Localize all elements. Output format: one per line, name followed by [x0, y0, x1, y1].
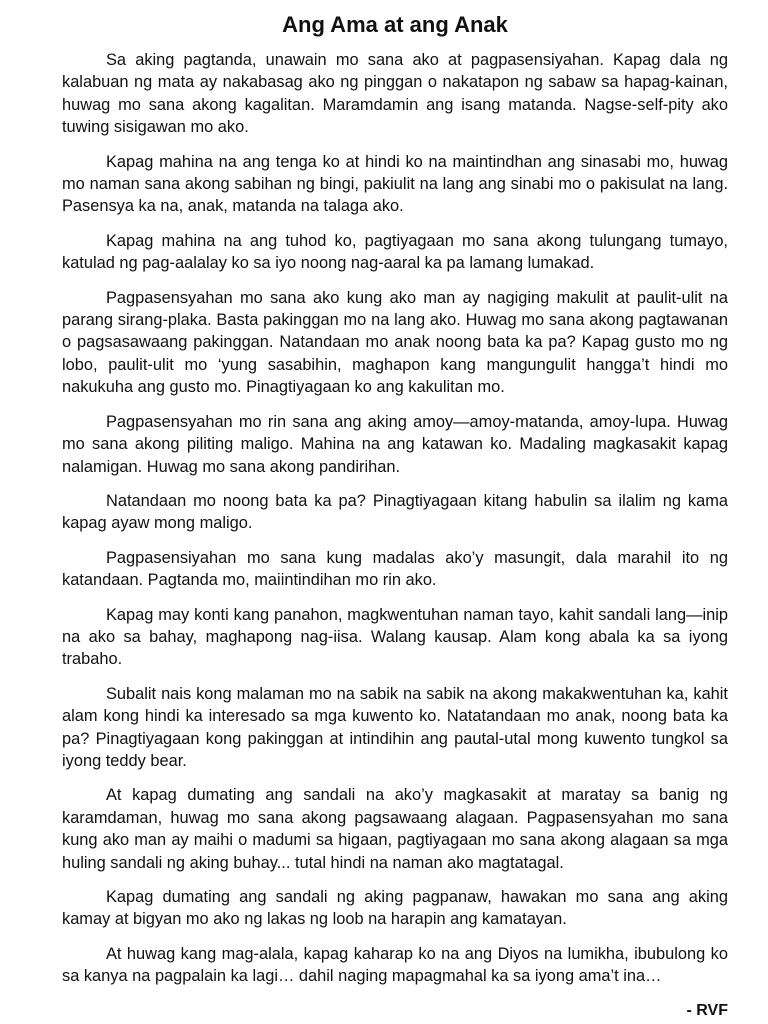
paragraph: Kapag dumating ang sandali ng aking pagpanaw, hawakan mo sana ang aking kamay at bigyan mo ako ng lakas ng loob na harapin ang kamatayan. [62, 888, 728, 929]
paragraph: Pagpasensyahan mo sana ako kung ako man ay nagiging makulit at paulit-ulit na parang sirang-plaka. Basta pakinggan mo na lang ako. Huwag mo sana akong pagtawanan o pagsasawaang pakinggan. Natandaan mo anak noong bata ka pa? Kapag gusto mo ng lobo, paulit-ulit mo ‘yung sasabihin, maghapon kang mangungulit hangga’t hindi mo nakukuha ang gusto mo. Pinagtiyagaan ko ang kakulitan mo. [62, 288, 728, 397]
paragraph: Pagpasensyahan mo rin sana ang aking amoy—amoy-matanda, amoy-lupa. Huwag mo sana akong piliting maligo. Mahina na ang katawan ko. Madaling magkasakit kapag nalamigan. Huwag mo sana akong pandirihan. [62, 412, 728, 476]
paragraph: At kapag dumating ang sandali na ako’y magkasakit at maratay sa banig ng karamdaman, huwag mo sana akong pagsawaang alagaan. Pagpasensyahan mo sana kung ako man ay maihi o madumi sa higaan, pagtiyagaan mo sana akong alagaan sa mga huling sandali ng aking buhay... tutal hindi na naman ako magtatagal. [62, 786, 728, 872]
paragraph: Pagpasensiyahan mo sana kung madalas ako’y masungit, dala marahil ito ng katandaan. Pagtanda mo, maiintindihan mo rin ako. [62, 548, 728, 590]
document-body [62, 49, 728, 988]
author-signature: - RVF [686, 1001, 728, 1019]
paragraph: Kapag may konti kang panahon, magkwentuhan naman tayo, kahit sandali lang—inip na ako sa bahay, maghapong nag-iisa. Walang kausap. Alam kong abala ka sa iyong trabaho. [62, 605, 728, 669]
paragraph: Kapag mahina na ang tuhod ko, pagtiyagaan mo sana akong tulungang tumayo, katulad ng pag-aalalay ko sa iyo noong nag-aaral ka pa lamang lumakad. [62, 231, 728, 273]
paragraph: Kapag mahina na ang tenga ko at hindi ko na maintindhan ang sinasabi mo, huwag mo naman sana akong sabihan ng bingi, pakiulit na lang ang sinabi mo o pakisulat na lang. Pasensya ka na, anak, matanda na talaga ako. [62, 152, 728, 216]
paragraph: At huwag kang mag-alala, kapag kaharap ko na ang Diyos na lumikha, ibubulong ko sa kanya na pagpalain ka lagi… dahil naging mapagmahal ka sa iyong ama’t ina… [62, 944, 728, 986]
paragraph: Subalit nais kong malaman mo na sabik na sabik na akong makakwentuhan ka, kahit alam kong hindi ka interesado sa mga kuwento ko. Natatandaan mo anak, noong bata ka pa? Pinagtiyagaan kong pakinggan at intindihin ang pautal-utal mong kuwento tungkol sa iyong teddy bear. [62, 684, 728, 770]
paragraph: Natandaan mo noong bata ka pa? Pinagtiyagaan kitang habulin sa ilalim ng kama kapag ayaw mong maligo. [62, 491, 728, 533]
paragraph: Sa aking pagtanda, unawain mo sana ako at pagpasensiyahan. Kapag dala ng kalabuan ng mata ay nakabasag ako ng pinggan o nakatapon ng sabaw sa hapag-kainan, huwag mo sana akong kagalitan. Maramdamin ang isang matanda. Nagse-self-pity ako tuwing sisigawan mo ako. [62, 51, 728, 137]
document-page [62, 10, 728, 1022]
document-title: Ang Ama at ang Anak [282, 12, 508, 37]
